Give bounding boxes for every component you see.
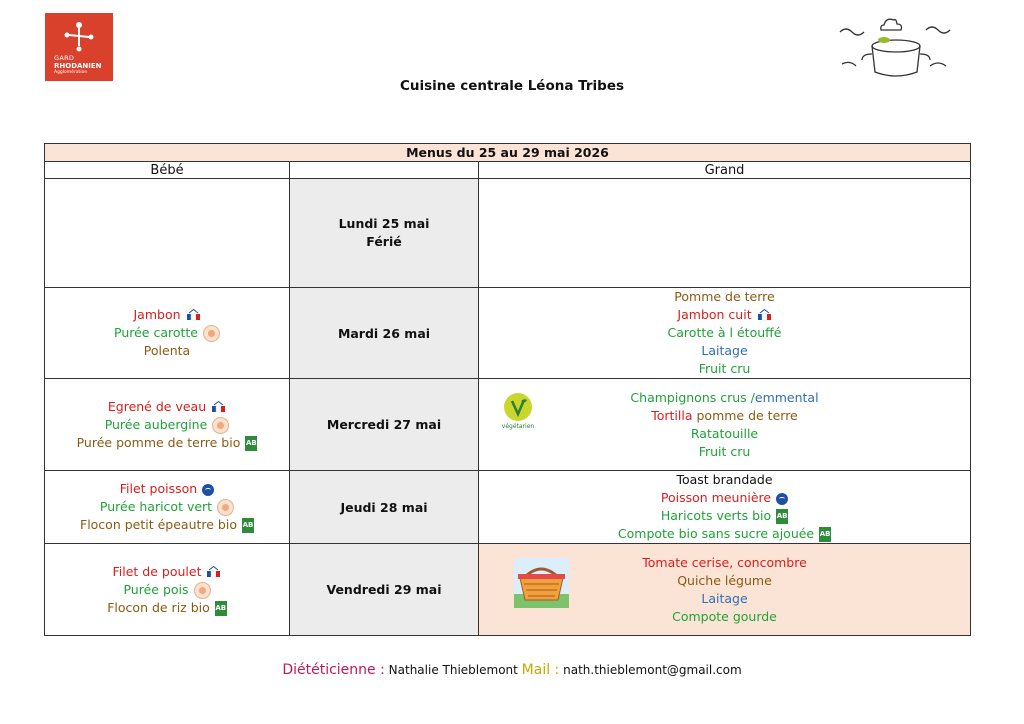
dietitian-email[interactable]: nath.thieblemont@gmail.com bbox=[563, 663, 742, 677]
day-row-monday bbox=[45, 179, 971, 288]
menu-item-text: Purée pois bbox=[123, 581, 189, 597]
menu-item bbox=[80, 516, 254, 534]
menu-item-text: Champignons crus / bbox=[630, 389, 755, 405]
organic-ab-icon: AB bbox=[776, 509, 788, 524]
menu-item-text: Purée pomme de terre bio bbox=[76, 434, 241, 450]
day-cell bbox=[290, 179, 479, 288]
organic-ab-icon: AB bbox=[819, 527, 831, 542]
logo-line-1: GARD bbox=[54, 54, 75, 62]
menu-item-text: Laitage bbox=[701, 590, 748, 606]
grand-menu-cell bbox=[479, 471, 971, 544]
baby-menu-cell bbox=[45, 288, 290, 379]
menu-item bbox=[77, 434, 258, 452]
grand-menu-cell bbox=[479, 379, 971, 471]
menu-item bbox=[642, 554, 807, 572]
menu-item-text: Filet poisson bbox=[119, 481, 198, 496]
menu-item-text: Filet de poulet bbox=[112, 563, 202, 579]
logo-mark-icon bbox=[55, 19, 103, 55]
holiday-note: Férié bbox=[366, 234, 402, 249]
menu-item-text-secondary: emmental bbox=[754, 389, 819, 405]
french-flag-icon bbox=[757, 309, 772, 322]
menu-item bbox=[108, 398, 226, 416]
column-grand: Grand bbox=[479, 162, 971, 179]
menu-item-text: Toast brandade bbox=[676, 472, 773, 487]
day-row-friday bbox=[45, 544, 971, 636]
french-flag-icon bbox=[186, 309, 201, 322]
menu-item bbox=[144, 342, 190, 360]
organic-ab-icon: AB bbox=[215, 601, 227, 616]
day-label: Mercredi 27 mai bbox=[290, 379, 479, 471]
footer bbox=[0, 662, 1024, 678]
mail-label: Mail : bbox=[521, 662, 560, 678]
logo-line-3: Agglomération bbox=[54, 70, 88, 75]
baby-menu-cell bbox=[45, 471, 290, 544]
baby-face-icon bbox=[203, 325, 220, 342]
vegetarian-leaf-icon bbox=[504, 393, 532, 421]
menu-item bbox=[699, 360, 751, 378]
menu-item-text-secondary: pomme de terre bbox=[692, 407, 798, 423]
column-baby: Bébé bbox=[45, 162, 290, 179]
french-flag-icon bbox=[206, 566, 221, 579]
menu-item bbox=[677, 572, 772, 590]
menu-item-text: Egrené de veau bbox=[107, 398, 207, 414]
organic-ab-icon: AB bbox=[245, 436, 257, 451]
menu-header-row bbox=[45, 144, 971, 162]
menu-item bbox=[661, 489, 788, 507]
menu-item-text: Compote bio sans sucre ajouée bbox=[617, 526, 815, 541]
menu-item-text: Fruit cru bbox=[698, 443, 751, 459]
menu-item bbox=[701, 590, 747, 608]
grand-menu-cell bbox=[479, 544, 971, 636]
menu-item bbox=[676, 471, 772, 489]
menu-item-text: Poisson meunière bbox=[660, 490, 772, 505]
logo-line-2: RHODANIEN bbox=[54, 62, 102, 70]
baby-menu-cell bbox=[45, 379, 290, 471]
menu-item-text: Polenta bbox=[143, 343, 191, 358]
gard-rhodanien-logo bbox=[45, 13, 113, 81]
cooking-pot-icon bbox=[836, 16, 952, 82]
menu-item-text: Flocon petit épeautre bio bbox=[80, 517, 237, 532]
menu-item-text: Jambon bbox=[133, 307, 181, 322]
menu-item-text: Carotte à l étouffé bbox=[667, 325, 782, 340]
column-day bbox=[290, 162, 479, 179]
menu-item bbox=[123, 581, 210, 599]
menu-item-text: Purée aubergine bbox=[104, 416, 208, 432]
menu-item-text: Jambon cuit bbox=[677, 307, 752, 322]
menu-item-text: Compote gourde bbox=[672, 608, 777, 624]
menu-item-text: Fruit cru bbox=[698, 361, 751, 376]
organic-ab-icon: AB bbox=[242, 518, 254, 533]
menu-item bbox=[133, 306, 200, 324]
day-label: Lundi 25 mai bbox=[338, 216, 430, 231]
menu-item bbox=[618, 525, 831, 543]
menu-item bbox=[100, 498, 234, 516]
page-title: Cuisine centrale Léona Tribes bbox=[399, 78, 625, 94]
french-flag-icon bbox=[211, 401, 226, 414]
menu-item bbox=[677, 306, 771, 324]
menu-item bbox=[630, 389, 818, 407]
menu-item bbox=[672, 608, 777, 626]
msc-icon bbox=[776, 493, 788, 505]
vegetarian-badge bbox=[501, 393, 535, 430]
menu-item-text: Flocon de riz bio bbox=[107, 599, 210, 615]
menu-item bbox=[668, 324, 782, 342]
baby-menu-cell bbox=[45, 179, 290, 288]
menu-item-text: Haricots verts bio bbox=[660, 508, 772, 523]
menu-item bbox=[674, 288, 774, 306]
menu-item-text: Quiche légume bbox=[677, 572, 772, 588]
grand-menu-cell bbox=[479, 288, 971, 379]
menu-period: Menus du 25 au 29 mai 2026 bbox=[45, 144, 971, 162]
day-row-tuesday bbox=[45, 288, 971, 379]
menu-item bbox=[120, 480, 214, 498]
menu-item bbox=[661, 507, 788, 525]
day-label: Vendredi 29 mai bbox=[290, 544, 479, 636]
menu-item-text: Pomme de terre bbox=[674, 289, 775, 304]
menu-item-text: Tomate cerise, concombre bbox=[642, 554, 807, 570]
day-row-thursday bbox=[45, 471, 971, 544]
day-label: Mardi 26 mai bbox=[290, 288, 479, 379]
grand-menu-cell bbox=[479, 179, 971, 288]
day-label: Jeudi 28 mai bbox=[290, 471, 479, 544]
menu-table bbox=[44, 143, 971, 636]
menu-item bbox=[691, 425, 758, 443]
menu-item bbox=[699, 443, 751, 461]
dietitian-label: Diététicienne : bbox=[282, 662, 385, 678]
menu-item-text: Tortilla bbox=[651, 407, 693, 423]
baby-menu-cell bbox=[45, 544, 290, 636]
msc-icon bbox=[202, 484, 214, 496]
day-row-wednesday bbox=[45, 379, 971, 471]
menu-item-text: Purée carotte bbox=[114, 325, 198, 340]
baby-face-icon bbox=[194, 582, 211, 599]
menu-item bbox=[107, 599, 227, 617]
column-header-row bbox=[45, 162, 971, 179]
menu-item bbox=[114, 324, 220, 342]
menu-item bbox=[105, 416, 230, 434]
baby-face-icon bbox=[217, 499, 234, 516]
menu-item-text: Ratatouille bbox=[690, 425, 759, 441]
dietitian-name: Nathalie Thieblemont bbox=[388, 663, 518, 677]
vegetarian-label: végétarien bbox=[501, 423, 535, 430]
menu-item bbox=[651, 407, 798, 425]
picnic-basket-icon bbox=[514, 558, 569, 608]
menu-item-text: Laitage bbox=[701, 343, 748, 358]
menu-item bbox=[113, 563, 222, 581]
menu-item-text: Purée haricot vert bbox=[99, 499, 213, 514]
menu-item bbox=[701, 342, 747, 360]
baby-face-icon bbox=[212, 417, 229, 434]
